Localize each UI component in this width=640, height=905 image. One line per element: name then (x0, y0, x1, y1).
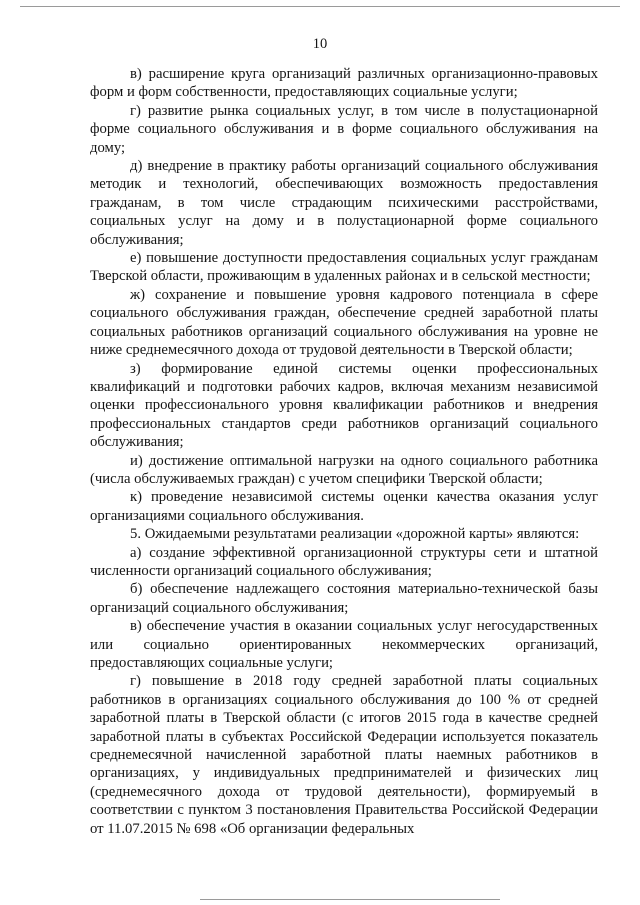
paragraph-zh: ж) сохранение и повышение уровня кадрового потенциала в сфере социального обслуживания граждан, обеспечение средней заработной платы социальных работников организаций социального обслуживания на уровне не ниже среднемесячного дохода от трудовой деятельности в Тверской области; (90, 286, 598, 359)
section-5-heading: 5. Ожидаемыми результатами реализации «дорожной карты» являются: (130, 526, 580, 543)
paragraph-i: и) достижение оптимальной нагрузки на одного социального работника (числа обслуживаемых граждан) с учетом специфики Тверской области; (90, 452, 598, 487)
paragraph-e: е) повышение доступности предоставления социальных услуг гражданам Тверской области, проживающим в удаленных районах и в сельской местности; (90, 250, 598, 285)
result-b: б) обеспечение надлежащего состояния материально-технической базы организаций социального обслуживания; (90, 581, 598, 616)
scan-edge-bottom (200, 899, 500, 900)
result-g: г) повышение в 2018 году средней заработной платы социальных работников в организациях социального обслуживания до 100 % от средней заработной платы в Тверской области (с итогов 2015 года в качестве средней заработной платы в субъектах Российской Федерации используется показатель среднемесячной начисленной заработной платы наемных работников в организациях, у индивидуальных предпринимателей и физических лиц (среднемесячного дохода от трудовой деятельности), формируемый в соответствии с пунктом 3 постановления Правительства Российской Федерации от 11.07.2015 № 698 «Об организации федеральных (90, 673, 598, 837)
result-a: а) создание эффективной организационной структуры сети и штатной численности организаций социального обслуживания; (90, 544, 598, 579)
result-v: в) обеспечение участия в оказании социальных услуг негосударственных или социально ориентированных некоммерческих организаций, предоставляющих социальные услуги; (90, 618, 598, 671)
page-number: 10 (312, 36, 328, 52)
scan-edge-top (20, 6, 620, 7)
paragraph-v: в) расширение круга организаций различных организационно-правовых форм и форм собственности, предоставляющих социальные услуги; (90, 66, 598, 101)
paragraph-g: г) развитие рынка социальных услуг, в том числе в полустационарной форме социального обслуживания и в форме социального обслуживания на дому; (90, 102, 598, 156)
paragraph-z: з) формирование единой системы оценки профессиональных квалификаций и подготовки рабочих кадров, включая механизм независимой оценки профессионального уровня квалификации работников и внедрения профессиональных стандартов среди работников организаций социального обслуживания; (90, 360, 598, 451)
document-body (90, 65, 598, 838)
paragraph-d: д) внедрение в практику работы организаций социального обслуживания методик и технологий, обеспечивающих возможность предоставления гражданам, в том числе страдающим психическими расстройствами, социальных услуг на дому и в полустационарной форме социального обслуживания; (90, 158, 598, 248)
paragraph-k: к) проведение независимой системы оценки качества оказания услуг организациями социального обслуживания. (90, 489, 598, 524)
